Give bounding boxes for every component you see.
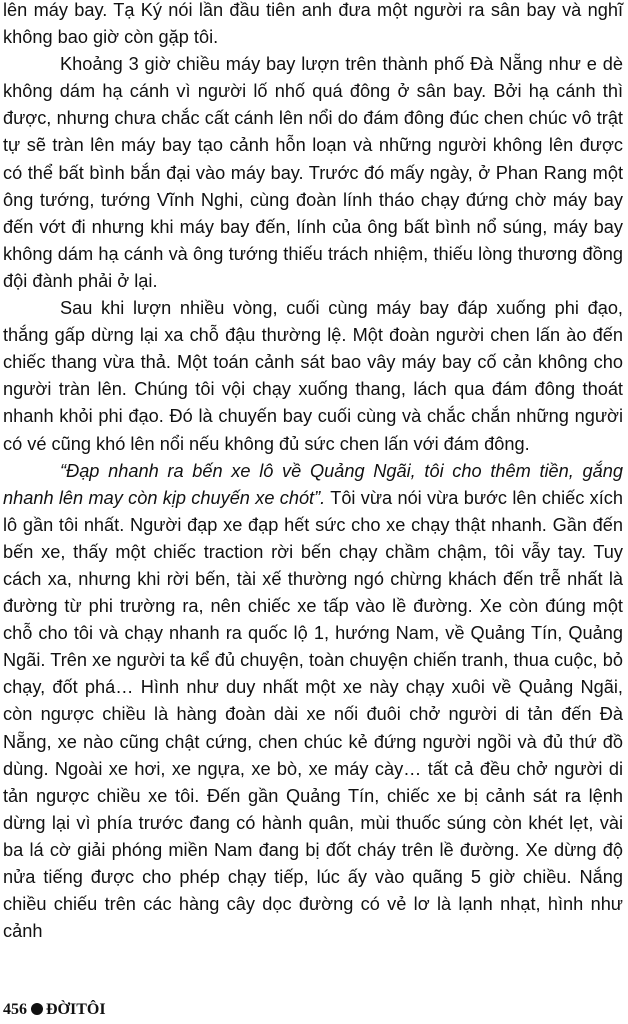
paragraph-narrative: Tôi vừa nói vừa bước lên chiếc xích lô gần tôi nhất. Người đạp xe đạp hết sức cho xe chạy thật nhanh. Gần đến bến xe, thấy một chiếc traction rời bến chạy chầm chậm, tôi vẫy tay. Tuy cách xa, nhưng khi rời bến, tài xế thường ngó chừng khách đến trễ nhất là đường từ phi trường ra, nên chiếc xe tấp vào lề đường. Xe còn đúng một chỗ cho tôi và chạy nhanh ra quốc lộ 1, hướng Nam, về Quảng Tín, Quảng Ngãi. Trên xe người ta kể đủ chuyện, toàn chuyện chiến tranh, thua cuộc, bỏ chạy, đốt phá… Hình như duy nhất một xe này chạy xuôi về Quảng Ngãi, còn ngược chiều là hàng đoàn dài xe nối đuôi chở người di tản đến Đà Nẵng, xe nào cũng chật cứng, chen chúc kẻ đứng người ngồi và đủ thứ đồ dùng. Ngoài xe hơi, xe ngựa, xe bò, xe máy cày… tất cả đều chở người di tản ngược chiều xe tôi. Đến gần Quảng Tín, chiếc xe bị cảnh sát ra lệnh dừng lại vì phía trước đang có hành quân, mùi thuốc súng còn khét lẹt, vài ba lá cờ giải phóng miền Nam đang bị đốt cháy trên lề đường. Xe dừng độ nửa tiếng được cho phép chạy tiếp, lúc ấy vào quãng 5 giờ chiều. Nắng chiều chiếu trên các hàng cây dọc đường có vẻ lơ là lạnh nhạt, hình như cảnh [3, 487, 624, 942]
italic-quote: “Đạp nhanh ra bến xe lô về Quảng Ngãi, tôi cho thêm tiền, gắng nhanh lên may còn kịp chuyến xe chót”. [3, 460, 623, 508]
paragraph-danang-landing: Khoảng 3 giờ chiều máy bay lượn trên thành phố Đà Nẵng như e dè không dám hạ cánh vì người lố nhố quá đông ở sân bay. Bởi hạ cánh thì được, nhưng chưa chắc cất cánh lên nổi do đám đông đúc chen chúc vô trật tự sẽ tràn lên máy bay tạo cảnh hỗn loạn và những người không lên được có thể bất bình bắn đại vào máy bay. Trước đó mấy ngày, ở Phan Rang một ông tướng, tướng Vĩnh Nghi, cùng đoàn lính tháo chạy đứng chờ máy bay đến vớt đi nhưng khi máy bay đến, lính của ông bất bình nổ súng, máy bay không dám hạ cánh và ông tướng thiếu trách nhiệm, thiếu lòng thương đồng đội đành phải ở lại. [3, 54, 623, 291]
paragraph-continuation: lên máy bay. Tạ Ký nói lần đầu tiên anh đưa một người ra sân bay và nghĩ không bao giờ còn gặp tôi. [3, 0, 623, 48]
page-number: 456 [3, 1001, 27, 1018]
book-title: ĐỜITÔI [46, 1001, 106, 1018]
bullet-icon [31, 1003, 43, 1015]
paragraph-last-flight: Sau khi lượn nhiều vòng, cuối cùng máy bay đáp xuống phi đạo, thắng gấp dừng lại xa chỗ đậu thường lệ. Một đoàn người chen lấn ào đến chiếc thang vừa thả. Một toán cảnh sát bao vây máy bay cố cản không cho người tràn lên. Chúng tôi vội chạy xuống thang, lách qua đám đông thoát nhanh khỏi phi đạo. Đó là chuyến bay cuối cùng và chắc chắn những người có vé cũng khó lên nổi nếu không đủ sức chen lấn với đám đông. [3, 298, 623, 454]
paragraph-road-to-quang-ngai [3, 458, 623, 946]
body-text [3, 0, 623, 945]
page-footer [3, 1000, 106, 1020]
